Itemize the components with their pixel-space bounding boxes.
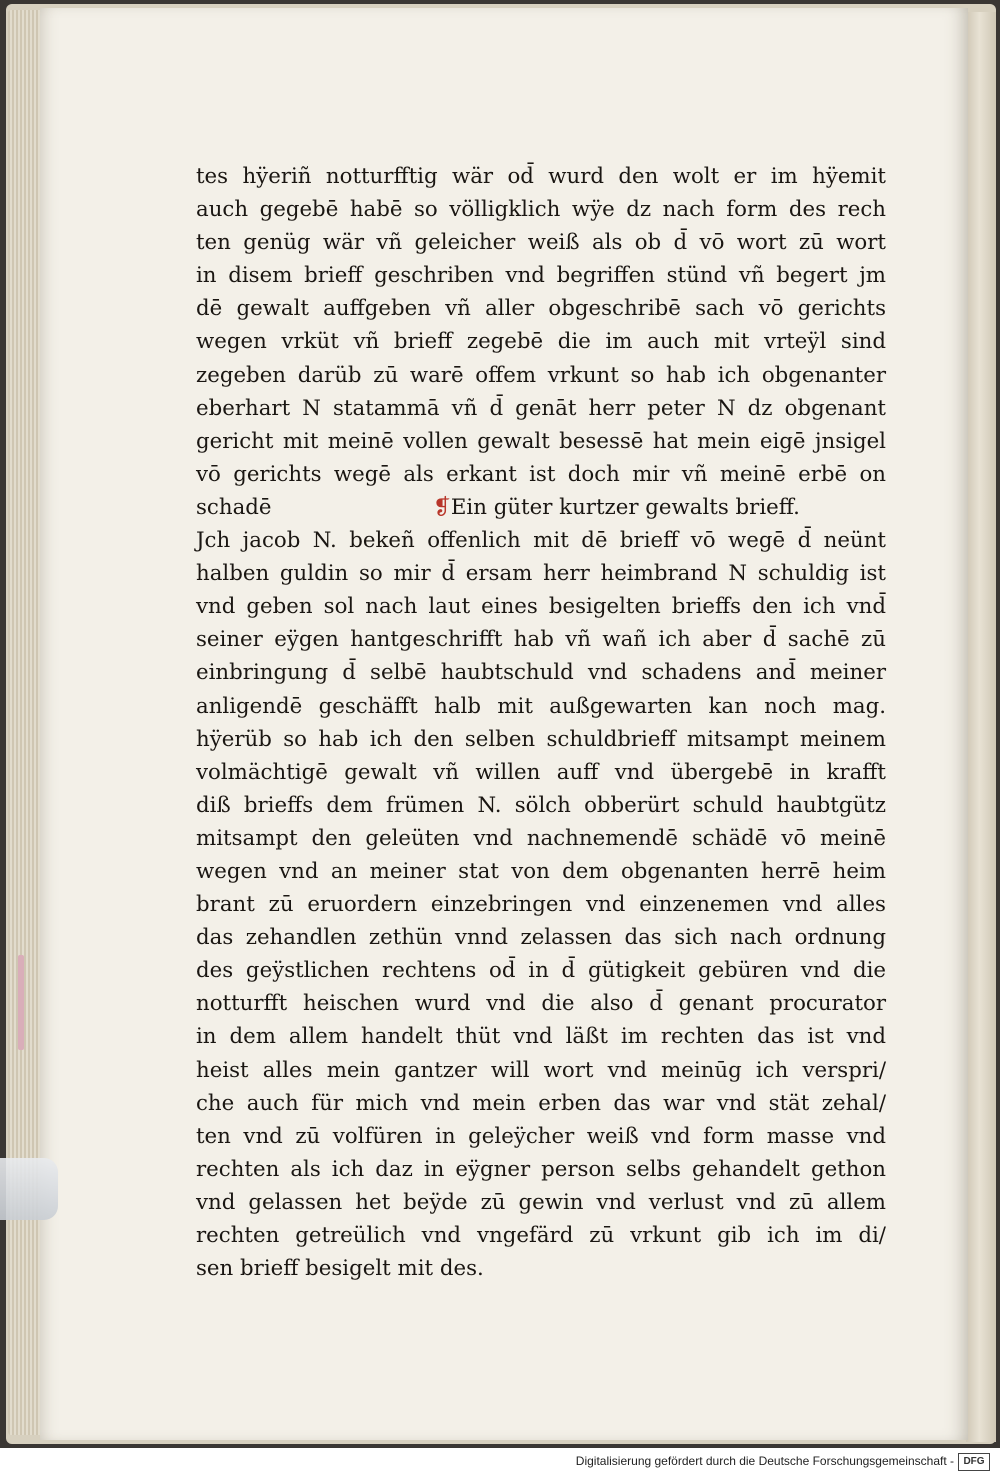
text-line: ten genüg wär vñ geleicher weiß als ob d̄ vō wort zū wort xyxy=(196,230,886,256)
text-line: rechten getreülich vnd vngefärd zū vrkunt gib ich im di/ xyxy=(196,1223,886,1248)
line-end-text: schadē xyxy=(196,494,272,520)
text-line: das zehandlen zethün vnnd zelassen das sich nach ordnung xyxy=(196,925,886,951)
text-line: rechten als ich daz in eÿgner person selbs gehandelt gethon xyxy=(196,1156,886,1182)
text-line: Jch jacob N. bekeñ offenlich mit dē brieff vō wegē d̄ neünt xyxy=(196,528,886,554)
dfg-logo: DFG xyxy=(958,1453,990,1471)
text-line: sen brieff besigelt mit des. xyxy=(196,1256,484,1282)
text-line: volmächtigē gewalt vñ willen auff vnd übergebē in krafft xyxy=(196,759,886,785)
section-heading-text: Ein güter kurtzer gewalts brieff. xyxy=(450,494,800,520)
text-line: in dem allem handelt thüt vnd läßt im rechten das ist vnd xyxy=(196,1024,886,1050)
text-line: ten vnd zū volfüren in geleÿcher weiß vnd form masse vnd xyxy=(196,1123,886,1149)
funding-credit: Digitalisierung gefördert durch die Deutsche Forschungsgemeinschaft - xyxy=(575,1454,954,1468)
text-line: auch gegebē habē so völligklich wÿe dz nach form des rech xyxy=(196,197,886,223)
text-line: hÿerüb so hab ich den selben schuldbrieff mitsampt meinem xyxy=(196,726,886,752)
text-line: des geÿstlichen rechtens od̄ in d̄ gütigkeit gebüren vnd die xyxy=(196,958,886,984)
text-line: eberhart N statammā vñ d̄ genāt herr peter N dz obgenant xyxy=(196,395,886,421)
text-line: heist alles mein gantzer will wort vnd meinūg ich verspri/ xyxy=(196,1057,886,1083)
text-line: anligendē geschäfft halb mit außgewarten kan noch mag. xyxy=(196,693,886,719)
bookmark-ribbon xyxy=(18,955,24,1050)
text-line-with-heading xyxy=(196,491,886,524)
page-edges-left xyxy=(8,10,44,1435)
text-line: vō gerichts wegē als erkant ist doch mir vñ meinē erbē on xyxy=(196,461,886,487)
text-line: seiner eÿgen hantgeschrifft hab vñ wañ ich aber d̄ sachē zū xyxy=(196,627,886,653)
text-line: gericht mit meinē vollen gewalt besessē hat mein eigē jnsigel xyxy=(196,428,886,454)
text-line: tes hÿeriñ notturfftig wär od̄ wurd den wolt er im hÿemit xyxy=(196,164,886,189)
text-line: wegen vrküt vñ brieff zegebē die im auch mit vrteÿl sind xyxy=(196,329,886,355)
text-line: einbringung d̄ selbē haubtschuld vnd schadens and̄ meiner xyxy=(196,660,886,686)
text-line: zegeben darüb zū warē offem vrkunt so hab ich obgenanter xyxy=(196,362,886,388)
text-line: dē gewalt auffgeben vñ aller obgeschribē sach vō gerichts xyxy=(196,296,886,322)
text-line: che auch für mich vnd mein erben das war vnd stät zehal/ xyxy=(196,1090,886,1116)
text-line: vnd geben sol nach laut eines besigelten brieffs den ich vnd̄ xyxy=(196,594,886,620)
text-line: vnd gelassen het beÿde zū gewin vnd verlust vnd zū allem xyxy=(196,1189,886,1215)
text-line: wegen vnd an meiner stat von dem obgenanten herrē heim xyxy=(196,858,886,884)
text-line: in disem brieff geschriben vnd begriffen stünd vñ begert jm xyxy=(196,263,886,289)
page-edges-right xyxy=(966,12,996,1442)
pilcrow-icon: ❡ xyxy=(433,494,451,520)
section-heading xyxy=(433,491,800,524)
text-line: diß brieffs dem frümen N. sölch obberürt schuld haubtgütz xyxy=(196,792,886,818)
printed-text xyxy=(196,160,886,1285)
text-line: mitsampt den geleüten vnd nachnemendē schädē vō meinē xyxy=(196,825,886,851)
text-line: brant zū eruordern einzebringen vnd einzenemen vnd alles xyxy=(196,892,886,918)
page-holder-clip xyxy=(0,1158,58,1220)
text-line: halben guldin so mir d̄ ersam herr heimbrand N schuldig ist xyxy=(196,561,886,587)
text-line: notturfft heischen wurd vnd die also d̄ genant procurator xyxy=(196,991,886,1017)
